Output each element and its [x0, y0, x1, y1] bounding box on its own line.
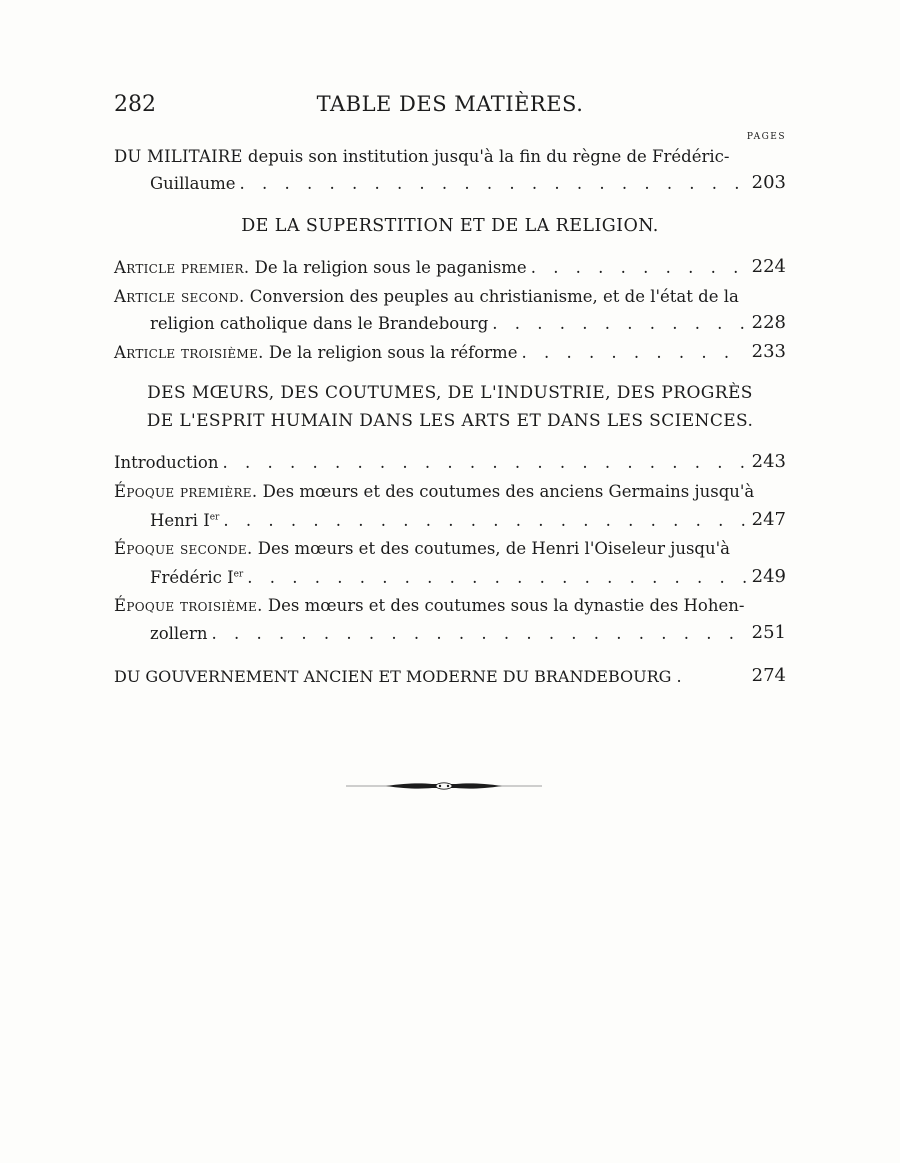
entry-label: Article troisième.: [114, 343, 264, 362]
page-header: [114, 92, 786, 122]
entry-page: 251: [751, 622, 786, 643]
dot-leader: [531, 258, 746, 277]
entry-text: Introduction: [114, 453, 219, 472]
toc-entry-article-second-cont: [150, 307, 786, 333]
entry-label: Article second.: [114, 287, 245, 306]
entry-head: DU MILITAIRE: [114, 147, 243, 166]
entry-text: Guillaume: [150, 174, 236, 193]
toc-entry-article-second: [114, 280, 786, 306]
entry-page: 249: [751, 566, 786, 587]
section-title-moeurs-line2: DE L'ESPRIT HUMAIN DANS LES ARTS ET DANS LES SCIENCES.: [146, 411, 754, 431]
entry-page: 247: [751, 509, 786, 530]
entry-text: Henri I: [150, 511, 210, 530]
superscript: er: [209, 512, 220, 523]
toc-entry-article-troisieme: [114, 336, 786, 362]
toc-entry-epoque-premiere-cont: [150, 504, 786, 530]
entry-text: depuis son institution jusqu'à la fin du règne de Frédéric-: [242, 147, 730, 166]
dot-leader: [223, 453, 746, 472]
ornament-divider-icon: [346, 778, 542, 794]
entry-label: Époque seconde.: [114, 539, 253, 558]
toc-entry-epoque-troisieme: [114, 589, 786, 615]
running-title: TABLE DES MATIÈRES.: [316, 92, 584, 116]
entry-page: 233: [751, 341, 786, 362]
entry-page: 224: [751, 256, 786, 277]
entry-text: Frédéric I: [150, 568, 234, 587]
toc-entry-epoque-troisieme-cont: [150, 617, 786, 643]
pages-column-label: PAGES: [746, 132, 786, 142]
dot-leader: [240, 174, 746, 193]
entry-label: Article premier.: [114, 258, 250, 277]
entry-page: 203: [751, 172, 786, 193]
toc-entry-militaire-cont: [150, 167, 786, 193]
dot-leader: [211, 624, 745, 643]
toc-entry-introduction: [114, 446, 786, 472]
dot-leader: [521, 343, 745, 362]
entry-text: DU GOUVERNEMENT ANCIEN ET MODERNE DU BRANDEBOURG .: [114, 667, 682, 686]
toc-entry-epoque-premiere: [114, 475, 786, 501]
section-title-superstition: DE LA SUPERSTITION ET DE LA RELIGION.: [241, 216, 659, 236]
dot-leader: [492, 314, 745, 333]
entry-text: Des mœurs et des coutumes, de Henri l'Oiseleur jusqu'à: [252, 539, 730, 558]
entry-text: Conversion des peuples au christianisme, et de l'état de la: [244, 287, 739, 306]
entry-text: Des mœurs et des coutumes des anciens Germains jusqu'à: [257, 482, 755, 501]
toc-entry-epoque-seconde-cont: [150, 561, 786, 587]
toc-entry-gouvernement: [114, 660, 786, 686]
entry-label: Époque première.: [114, 482, 258, 501]
toc-entry-militaire: [114, 140, 786, 166]
section-title-moeurs-line1: DES MŒURS, DES COUTUMES, DE L'INDUSTRIE, DES PROGRÈS: [147, 383, 753, 403]
toc-entry-article-premier: [114, 251, 786, 277]
dot-leader: [223, 511, 745, 530]
entry-text: Des mœurs et des coutumes sous la dynastie des Hohen-: [262, 596, 745, 615]
entry-text: religion catholique dans le Brandebourg: [150, 314, 489, 333]
entry-text: zollern: [150, 624, 208, 643]
page-number: 282: [114, 92, 156, 117]
dot-leader: [247, 568, 745, 587]
entry-label: Époque troisième.: [114, 596, 263, 615]
entry-page: 274: [751, 665, 786, 686]
superscript: er: [233, 569, 244, 580]
toc-entry-epoque-seconde: [114, 532, 786, 558]
entry-text: De la religion sous la réforme: [263, 343, 518, 362]
entry-page: 228: [751, 312, 786, 333]
entry-page: 243: [751, 451, 786, 472]
entry-text: De la religion sous le paganisme: [249, 258, 527, 277]
